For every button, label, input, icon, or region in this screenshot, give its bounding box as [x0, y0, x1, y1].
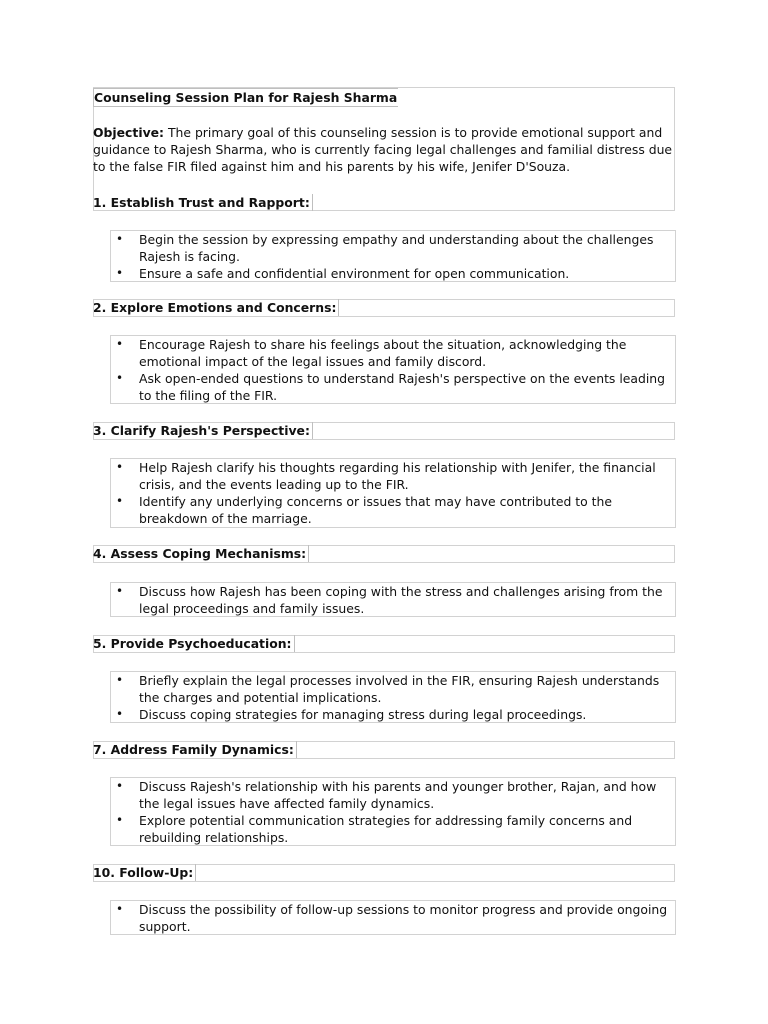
bullet-icon: • — [116, 232, 124, 246]
section-list-3 — [110, 458, 676, 528]
section-heading-text: 1. Establish Trust and Rapport: — [93, 194, 313, 211]
list-item-text: Discuss Rajesh's relationship with his parents and younger brother, Rajan, and how the legal issues have affected family dynamics. — [139, 779, 657, 811]
list-item-text: Explore potential communication strategies for addressing family concerns and rebuilding relationships. — [139, 813, 633, 845]
list-item — [111, 706, 675, 723]
section-heading-7 — [93, 741, 297, 758]
document-title-text: Counseling Session Plan for Rajesh Sharma — [94, 90, 398, 105]
bullet-icon: • — [116, 337, 124, 351]
section-heading-text: 5. Provide Psychoeducation: — [93, 635, 295, 652]
list-item-text: Discuss coping strategies for managing stress during legal proceedings. — [139, 707, 587, 722]
bullet-icon: • — [116, 460, 124, 474]
bullet-icon: • — [116, 673, 124, 687]
bullet-icon: • — [116, 494, 124, 508]
list-item — [111, 493, 675, 527]
section-heading-4 — [93, 545, 309, 562]
section-heading-3 — [93, 422, 313, 439]
objective-text: The primary goal of this counseling session is to provide emotional support and guidance to Rajesh Sharma, who is currently facing legal challenges and familial distress due to the false FIR filed against him and his parents by his wife, Jenifer D'Souza. — [93, 125, 673, 175]
section-heading-text: 2. Explore Emotions and Concerns: — [93, 299, 339, 316]
document-title — [93, 88, 398, 107]
objective-paragraph — [93, 124, 675, 176]
list-item — [111, 901, 675, 935]
section-list-5 — [110, 671, 676, 723]
bullet-icon: • — [116, 902, 124, 916]
bullet-icon: • — [116, 779, 124, 793]
list-item-text: Discuss the possibility of follow-up sessions to monitor progress and provide ongoing support. — [139, 902, 668, 934]
bullet-icon: • — [116, 371, 124, 385]
list-item-text: Encourage Rajesh to share his feelings about the situation, acknowledging the emotional impact of the legal issues and family discord. — [139, 337, 627, 369]
list-item — [111, 672, 675, 706]
bullet-icon: • — [116, 584, 124, 598]
list-item — [111, 370, 675, 404]
section-heading-text: 10. Follow-Up: — [93, 864, 196, 881]
bullet-icon: • — [116, 707, 124, 721]
list-item — [111, 583, 675, 617]
list-item-text: Help Rajesh clarify his thoughts regarding his relationship with Jenifer, the financial crisis, and the events leading up to the FIR. — [139, 460, 656, 492]
list-item-text: Identify any underlying concerns or issues that may have contributed to the breakdown of the marriage. — [139, 494, 612, 526]
section-heading-text: 4. Assess Coping Mechanisms: — [93, 545, 309, 562]
section-list-10 — [110, 900, 676, 935]
section-list-1 — [110, 230, 676, 282]
list-item — [111, 778, 675, 812]
section-heading-text: 7. Address Family Dynamics: — [93, 741, 297, 758]
list-item-text: Discuss how Rajesh has been coping with the stress and challenges arising from the legal proceedings and family issues. — [139, 584, 663, 616]
section-heading-10 — [93, 864, 196, 881]
section-list-4 — [110, 582, 676, 617]
section-heading-text: 3. Clarify Rajesh's Perspective: — [93, 422, 313, 439]
bullet-icon: • — [116, 266, 124, 280]
bullet-icon: • — [116, 813, 124, 827]
list-item-text: Briefly explain the legal processes involved in the FIR, ensuring Rajesh understands the charges and potential implications. — [139, 673, 660, 705]
section-heading-5 — [93, 635, 295, 652]
list-item-text: Ensure a safe and confidential environment for open communication. — [139, 266, 570, 281]
list-item-text: Begin the session by expressing empathy and understanding about the challenges Rajesh is facing. — [139, 232, 654, 264]
list-item — [111, 812, 675, 846]
list-item — [111, 231, 675, 265]
list-item — [111, 265, 675, 282]
section-heading-1 — [93, 194, 313, 211]
section-list-2 — [110, 335, 676, 404]
objective-label: Objective: — [93, 125, 165, 140]
section-heading-2 — [93, 299, 339, 316]
section-list-7 — [110, 777, 676, 846]
list-item — [111, 459, 675, 493]
list-item-text: Ask open-ended questions to understand Rajesh's perspective on the events leading to the filing of the FIR. — [139, 371, 666, 403]
list-item — [111, 336, 675, 370]
